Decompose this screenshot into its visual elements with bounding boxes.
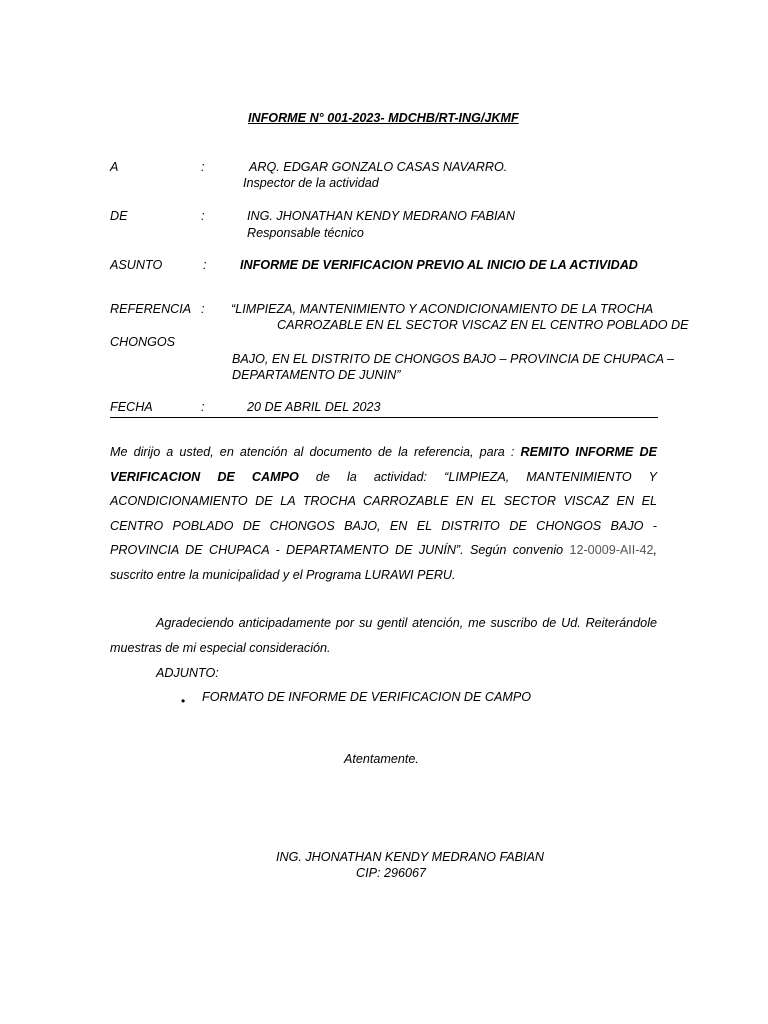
document-title: INFORME N° 001-2023- MDCHB/RT-ING/JKMF [248, 111, 519, 125]
field-de-colon: : [201, 209, 205, 223]
signature-cip: CIP: 296067 [356, 866, 427, 880]
field-referencia-orphan: CHONGOS [110, 335, 176, 349]
field-a-label: A [110, 160, 119, 174]
field-referencia-line2: CARROZABLE EN EL SECTOR VISCAZ EN EL CENTRO POBLADO DE [277, 318, 689, 332]
field-a-name: ARQ. EDGAR GONZALO CASAS NAVARRO. [249, 160, 508, 174]
bullet-icon: • [181, 694, 186, 708]
p1-convenio: 12-0009-AII-42 [569, 543, 654, 557]
p1-bold: REMITO INFORME DE VERIFICACION DE CAMPO [110, 445, 657, 484]
body-paragraph-2: Agradeciendo anticipadamente por su gentil atención, me suscribo de Ud. Reiterándole muestras de mi especial consideración. [110, 616, 657, 655]
field-referencia-line4: DEPARTAMENTO DE JUNIN” [232, 368, 401, 382]
field-referencia-colon: : [201, 302, 205, 316]
field-asunto-label: ASUNTO [110, 258, 163, 272]
field-referencia-line1: “LIMPIEZA, MANTENIMIENTO Y ACONDICIONAMIENTO DE LA TROCHA [231, 302, 654, 316]
field-a-colon: : [201, 160, 205, 174]
field-de-name: ING. JHONATHAN KENDY MEDRANO FABIAN [247, 209, 515, 223]
field-referencia-line3: BAJO, EN EL DISTRITO DE CHONGOS BAJO – PROVINCIA DE CHUPACA – [232, 352, 675, 366]
field-de-label: DE [110, 209, 128, 223]
p1-end: , suscrito entre la municipalidad y el Programa LURAWI PERU. [110, 543, 657, 582]
adjunto-item: FORMATO DE INFORME DE VERIFICACION DE CAMPO [202, 690, 532, 704]
header-divider [110, 417, 658, 418]
field-asunto-colon: : [203, 258, 207, 272]
signature-name: ING. JHONATHAN KENDY MEDRANO FABIAN [276, 850, 544, 864]
p1-text: de la actividad: “LIMPIEZA, MANTENIMIENTO Y ACONDICIONAMIENTO DE LA TROCHA CARROZABLE EN EL SECTOR VISCAZ EN EL CENTRO POBLADO DE CHONGOS BAJO, EN EL DISTRITO DE CHONGOS BAJO - PROVINCIA DE CHUPACA - DEPARTAMENTO DE JUNÍN”. Según convenio [110, 469, 657, 557]
field-asunto-value: INFORME DE VERIFICACION PREVIO AL INICIO DE LA ACTIVIDAD [240, 258, 638, 272]
closing-text: Atentamente. [344, 752, 419, 766]
adjunto-label: ADJUNTO: [156, 666, 219, 680]
body-paragraph-1 [110, 440, 657, 587]
field-referencia-label: REFERENCIA [110, 302, 192, 316]
field-fecha-value: 20 DE ABRIL DEL 2023 [247, 400, 381, 414]
field-a-role: Inspector de la actividad [243, 176, 379, 190]
field-de-role: Responsable técnico [247, 226, 364, 240]
field-fecha-label: FECHA [110, 400, 153, 414]
field-fecha-colon: : [201, 400, 205, 414]
p1-intro: Me dirijo a usted, en atención al documento de la referencia, para : [110, 445, 521, 459]
